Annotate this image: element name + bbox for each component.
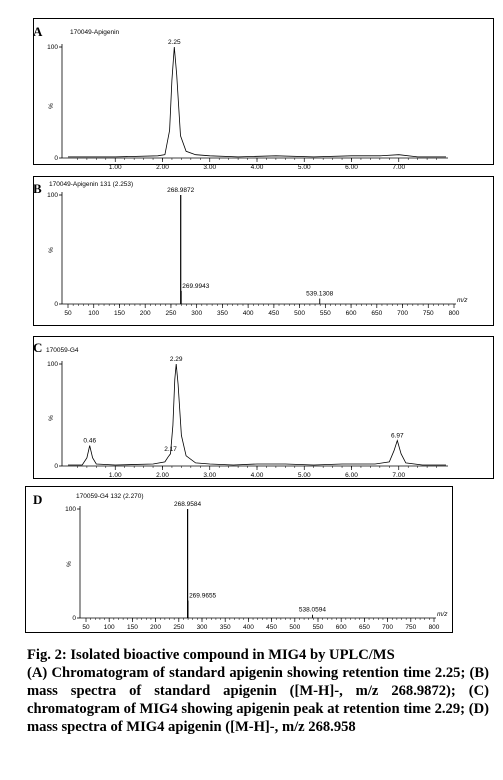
y-tick-label: 100 <box>47 44 58 51</box>
caption-body: (A) Chromatogram of standard apigenin showing retention time 2.25; (B) mass spectra of standard apigenin ([M-H]-, m/z 268.9872); (C) chromatogram of MIG4 showing apigenin peak at retention time 2.29; (D) mass spectra of MIG4 apigenin ([M-H]-, m/z 268.958 <box>27 665 489 735</box>
mass-spectrum-b <box>0 170 503 330</box>
peak-label: 269.9655 <box>189 592 217 600</box>
x-tick-label: 6.00 <box>345 472 358 479</box>
x-tick-label: 550 <box>319 310 331 317</box>
x-tick-label: 700 <box>397 310 408 317</box>
x-tick-label: 550 <box>312 624 324 631</box>
x-axis-label: m/z <box>457 297 468 304</box>
panel-letter: B <box>33 181 42 196</box>
x-tick-label: 800 <box>448 310 460 317</box>
x-tick-label: 500 <box>289 624 301 631</box>
x-tick-label: 600 <box>335 624 347 631</box>
peak-label: 2.17 <box>164 445 177 453</box>
x-tick-label: 50 <box>82 624 90 631</box>
y-tick-label: 0 <box>54 463 58 470</box>
x-tick-label: 1.00 <box>108 164 122 170</box>
y-tick-label: 0 <box>54 155 58 162</box>
x-tick-label: 200 <box>139 310 151 317</box>
caption-title: Fig. 2: Isolated bioactive compound in MIG4 by UPLC/MS <box>27 647 395 663</box>
mass-spectrum-d <box>0 484 503 636</box>
x-tick-label: 100 <box>88 310 100 317</box>
panel-letter: C <box>33 340 43 355</box>
peak-label: 268.9872 <box>167 187 195 194</box>
x-axis-label: m/z <box>437 611 448 618</box>
figure-caption <box>27 646 489 736</box>
x-tick-label: 750 <box>405 624 417 631</box>
x-tick-label: 500 <box>294 310 306 317</box>
peak-label: 269.9943 <box>182 282 210 290</box>
x-tick-label: 300 <box>196 624 208 631</box>
x-tick-label: 5.00 <box>297 472 311 479</box>
panel-letter: A <box>33 24 43 39</box>
x-tick-label: 250 <box>173 624 185 631</box>
x-tick-label: 4.00 <box>250 164 264 170</box>
y-axis-label: % <box>48 247 55 253</box>
x-tick-label: 300 <box>191 310 203 317</box>
x-tick-label: 800 <box>428 624 440 631</box>
x-tick-label: 400 <box>242 624 254 631</box>
x-tick-label: 50 <box>64 310 72 317</box>
y-axis-label: % <box>48 415 55 421</box>
chart-title: 170059-G4 <box>46 347 79 354</box>
panel-letter: D <box>33 492 43 507</box>
x-tick-label: 650 <box>358 624 370 631</box>
chromatogram-trace <box>68 47 446 157</box>
x-tick-label: 3.00 <box>203 164 217 170</box>
chart-title: 170059-G4 132 (2.270) <box>76 493 144 500</box>
x-tick-label: 2.00 <box>156 472 169 479</box>
y-tick-label: 100 <box>65 506 76 513</box>
panel-a <box>0 10 503 170</box>
chromatogram-trace <box>68 364 446 465</box>
x-tick-label: 350 <box>216 310 228 317</box>
panel-d <box>0 484 503 636</box>
x-tick-label: 150 <box>114 310 125 317</box>
x-tick-label: 4.00 <box>250 472 264 479</box>
x-tick-label: 750 <box>422 310 434 317</box>
peak-label: 538.0594 <box>298 606 327 614</box>
chromatogram-c <box>0 330 503 482</box>
x-tick-label: 350 <box>219 624 231 631</box>
peak-label: 2.29 <box>169 356 183 363</box>
x-tick-label: 450 <box>268 310 280 317</box>
y-axis-label: % <box>66 561 73 567</box>
chart-title: 170049-Apigenin <box>70 29 120 36</box>
x-tick-label: 250 <box>165 310 177 317</box>
peak-label: 268.9584 <box>174 501 202 508</box>
y-tick-label: 100 <box>47 361 58 368</box>
peak-label: 0.46 <box>83 437 97 445</box>
x-tick-label: 3.00 <box>203 472 217 479</box>
x-tick-label: 150 <box>126 624 138 631</box>
y-axis-label: % <box>48 103 55 109</box>
x-tick-label: 400 <box>242 310 254 317</box>
peak-label: 539.1308 <box>306 290 334 298</box>
x-tick-label: 200 <box>150 624 162 631</box>
x-tick-label: 450 <box>266 624 278 631</box>
x-tick-label: 100 <box>103 624 115 631</box>
x-tick-label: 650 <box>371 310 383 317</box>
x-tick-label: 1.00 <box>108 472 122 479</box>
x-tick-label: 7.00 <box>392 164 406 170</box>
peak-label: 2.25 <box>167 39 181 46</box>
chart-title: 170049-Apigenin 131 (2.253) <box>49 181 134 188</box>
panel-c <box>0 330 503 482</box>
x-tick-label: 6.00 <box>345 164 358 170</box>
x-tick-label: 700 <box>382 624 394 631</box>
peak-label: 6.97 <box>391 432 404 440</box>
panel-b <box>0 170 503 330</box>
x-tick-label: 5.00 <box>297 164 311 170</box>
y-tick-label: 0 <box>72 615 76 622</box>
x-tick-label: 600 <box>345 310 357 317</box>
x-tick-label: 2.00 <box>156 164 169 170</box>
y-tick-label: 100 <box>47 192 58 199</box>
chromatogram-a <box>0 10 503 170</box>
y-tick-label: 0 <box>54 301 58 308</box>
x-tick-label: 7.00 <box>392 472 406 479</box>
